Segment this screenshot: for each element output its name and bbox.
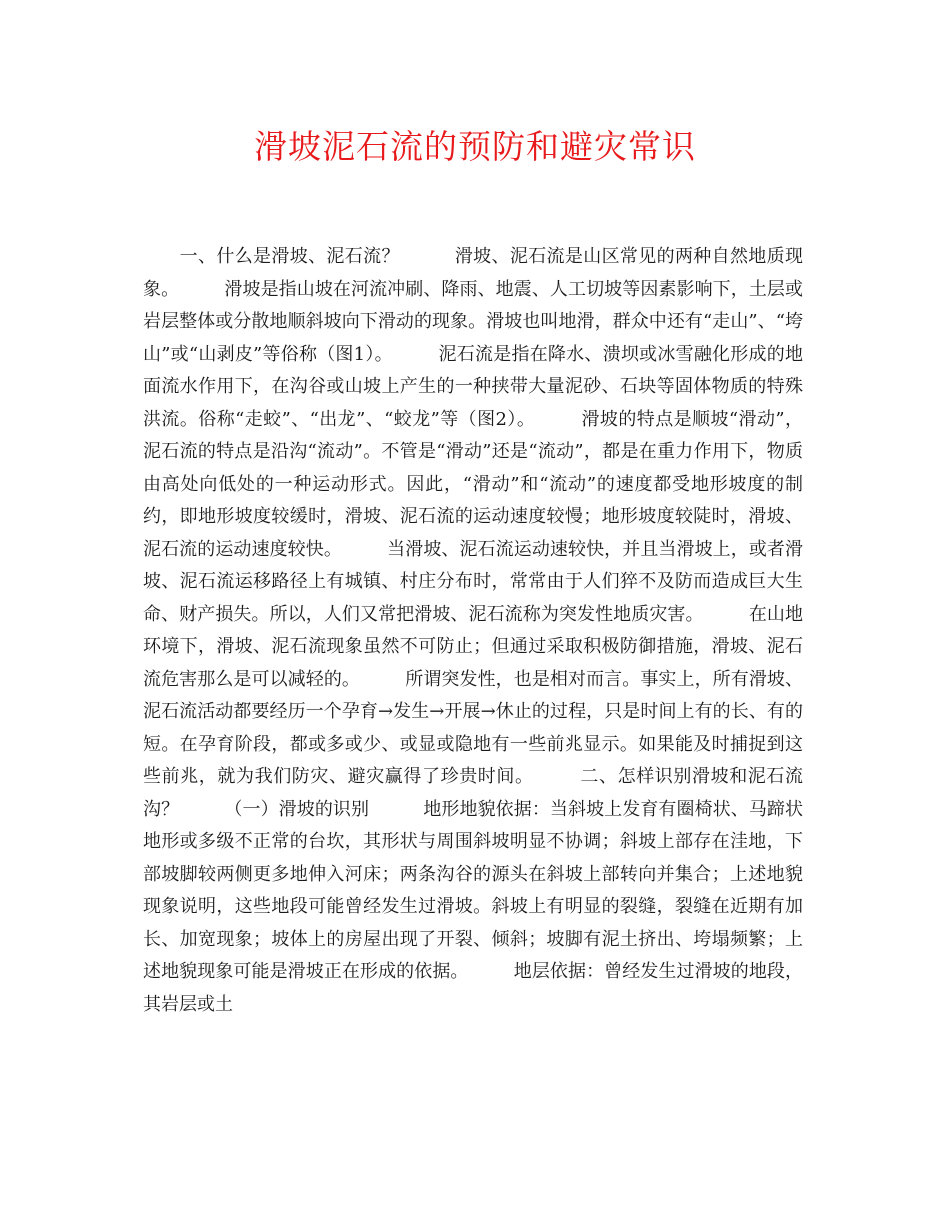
document-title: 滑坡泥石流的预防和避灾常识 — [254, 127, 696, 166]
document-body: 一、什么是滑坡、泥石流？ 滑坡、泥石流是山区常见的两种自然地质现象。 滑坡是指山坡在河流冲刷、降雨、地震、人工切坡等因素影响下，土层或岩层整体或分散地顺斜坡向下滑动的现象。滑坡也叫地滑，群众中还有“走山”、“垮山”或“山剥皮”等俗称（图1）。 泥石流是指在降水、溃坝或冰雪融化形成的地面流水作用下，在沟谷或山坡上产生的一种挟带大量泥砂、石块等固体物质的特殊洪流。俗称“走蛟”、“出龙”、“蛟龙”等（图2）。 滑坡的特点是顺坡“滑动”，泥石流的特点是沿沟“流动”。不管是“滑动”还是“流动”，都是在重力作用下，物质由高处向低处的一种运动形式。因此，“滑动”和“流动”的速度都受地形坡度的制约，即地形坡度较缓时，滑坡、泥石流的运动速度较慢；地形坡度较陡时，滑坡、泥石流的运动速度较快。 当滑坡、泥石流运动速较快，并且当滑坡上，或者滑坡、泥石流运移路径上有城镇、村庄分布时，常常由于人们猝不及防而造成巨大生命、财产损失。所以，人们又常把滑坡、泥石流称为突发性地质灾害。 在山地环境下，滑坡、泥石流现象虽然不可防止；但通过采取积极防御措施，滑坡、泥石流危害那么是可以减轻的。 所谓突发性，也是相对而言。事实上，所有滑坡、泥石流活动都要经历一个孕育→发生→开展→休止的过程，只是时间上有的长、有的短。在孕育阶段，都或多或少、或显或隐地有一些前兆显示。如果能及时捕捉到这些前兆，就为我们防灾、避灾赢得了珍贵时间。 二、怎样识别滑坡和泥石流沟？ （一）滑坡的识别 地形地貌依据：当斜坡上发育有圈椅状、马蹄状地形或多级不正常的台坎，其形状与周围斜坡明显不协调；斜坡上部存在洼地，下部坡脚较两侧更多地伸入河床；两条沟谷的源头在斜坡上部转向并集合；上述地貌现象说明，这些地段可能曾经发生过滑坡。斜坡上有明显的裂缝，裂缝在近期有加长、加宽现象；坡体上的房屋出现了开裂、倾斜；坡脚有泥土挤出、垮塌频繁；上述地貌现象可能是滑坡正在形成的依据。 地层依据：曾经发生过滑坡的地段，其岩层或土 — [143, 246, 803, 1015]
